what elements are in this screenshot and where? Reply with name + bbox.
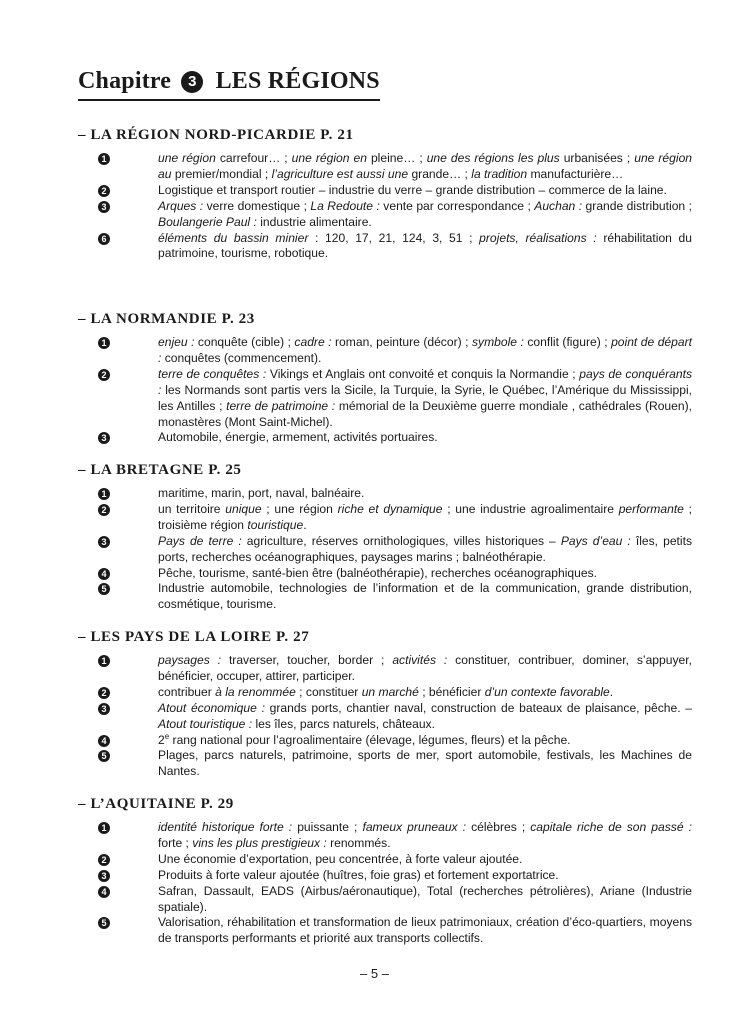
answer-text: Produits à forte valeur ajoutée (huîtres, foie gras) et fortement exportatrice. <box>158 867 559 882</box>
answer-text: Logistique et transport routier – industrie du verre – grande distribution – commerce de la laine. <box>158 182 667 197</box>
section-heading: – LA RÉGION NORD-PICARDIE P. 21 <box>78 127 354 143</box>
number-bullet-icon: 4 <box>98 886 110 898</box>
section-normandie <box>78 310 698 446</box>
answer-text: 2e rang national pour l’agroalimentaire (élevage, légumes, fleurs) et la pêche. <box>158 731 571 747</box>
chapter-word: Chapitre <box>78 68 172 94</box>
answer-text: éléments du bassin minier : 120, 17, 21, 124, 3, 51 ; projets, réalisations : réhabilitation du patrimoine, tourisme, robotique. <box>158 230 692 261</box>
number-bullet-icon: 1 <box>98 337 110 349</box>
number-bullet-icon: 3 <box>98 703 110 715</box>
chapter-name: LES RÉGIONS <box>215 68 380 94</box>
number-bullet-icon: 2 <box>98 185 110 197</box>
answer-item <box>78 852 692 868</box>
answer-item <box>78 820 692 852</box>
answer-text: Industrie automobile, technologies de l’information et de la communication, grande distribution, cosmétique, tourisme. <box>158 581 692 612</box>
section-nord-picardie <box>78 126 698 262</box>
chapter-title <box>78 66 380 101</box>
answer-item <box>78 430 692 446</box>
answer-item <box>78 486 692 502</box>
answer-text: Pays de terre : agriculture, réserves ornithologiques, villes historiques – Pays d’eau : îles, petits ports, recherches océanographiques, paysages marins ; balnéothérapie. <box>158 533 692 564</box>
answer-item <box>78 733 692 749</box>
page-number: – 5 – <box>360 966 389 981</box>
answer-item <box>78 653 692 685</box>
section-heading: – LES PAYS DE LA LOIRE P. 27 <box>78 629 310 645</box>
number-bullet-icon: 2 <box>98 854 110 866</box>
answer-text: maritime, marin, port, naval, balnéaire. <box>158 486 365 500</box>
answer-text: Atout économique : grands ports, chantier naval, construction de bateaux de plaisance, pêche. – Atout touristique : les îles, parcs naturels, châteaux. <box>158 700 692 731</box>
number-bullet-icon: 5 <box>98 750 110 762</box>
answer-item <box>78 534 692 566</box>
number-bullet-icon: 4 <box>98 568 110 580</box>
answer-text: un territoire unique ; une région riche et dynamique ; une industrie agroalimentaire performante ; troisième région touristique. <box>158 501 692 532</box>
number-bullet-icon: 3 <box>98 870 110 882</box>
answer-list <box>78 151 698 262</box>
number-bullet-icon: 1 <box>98 488 110 500</box>
answer-text: Plages, parcs naturels, patrimoine, sports de mer, sport automobile, festivals, les Machines de Nantes. <box>158 748 692 779</box>
number-bullet-icon: 2 <box>98 687 110 699</box>
answer-item <box>78 748 692 780</box>
answer-item <box>78 335 692 367</box>
answer-text: paysages : traverser, toucher, border ; activités : constituer, contribuer, dominer, s’appuyer, bénéficier, occuper, attirer, participer. <box>158 653 692 683</box>
answer-item <box>78 367 692 431</box>
answer-text: Valorisation, réhabilitation et transformation de lieux patrimoniaux, création d’éco-quartiers, moyens de transports performants et priorité aux transports collectifs. <box>158 915 692 946</box>
section-aquitaine <box>78 795 698 947</box>
answer-text: contribuer à la renommée ; constituer un marché ; bénéficier d’un contexte favorable. <box>158 684 614 699</box>
answer-list <box>78 335 698 446</box>
answer-list <box>78 820 698 947</box>
answer-text: Arques : verre domestique ; La Redoute : vente par correspondance ; Auchan : grande distribution ; Boulangerie Paul : industrie alimentaire. <box>158 198 692 229</box>
answer-item <box>78 701 692 733</box>
number-bullet-icon: 3 <box>98 536 110 548</box>
answer-text: terre de conquêtes : Vikings et Anglais ont convoité et conquis la Normandie ; pays de conquérants : les Normands sont partis vers la Sicile, la Turquie, la Syrie, le Québec, l’Amérique du Mississippi, les Antilles ; terre de patrimoine : mémorial de la Deuxième guerre mondiale , cathédrales (Rouen), monastères (Mont Saint-Michel). <box>158 366 692 429</box>
number-bullet-icon: 3 <box>98 201 110 213</box>
number-bullet-icon: 5 <box>98 917 110 929</box>
answer-text: Une économie d’exportation, peu concentrée, à forte valeur ajoutée. <box>158 851 523 866</box>
answer-text: une région carrefour… ; une région en pleine… ; une des régions les plus urbanisées ; une région au premier/mondial ; l’agriculture est aussi une grande… ; la tradition manufacturière… <box>158 151 693 181</box>
answer-item <box>78 868 692 884</box>
answer-item <box>78 199 692 231</box>
answer-list <box>78 486 698 613</box>
answer-item <box>78 581 692 613</box>
answer-item <box>78 502 692 534</box>
answer-text: Safran, Dassault, EADS (Airbus/aéronautique), Total (recherches pétrolières), Ariane (Industrie spatiale). <box>158 883 692 914</box>
number-bullet-icon: 1 <box>98 153 110 165</box>
section-heading: – L’AQUITAINE P. 29 <box>78 796 234 812</box>
number-bullet-icon: 5 <box>98 583 110 595</box>
section-heading: – LA BRETAGNE P. 25 <box>78 462 242 478</box>
answer-text: identité historique forte : puissante ; fameux pruneaux : célèbres ; capitale riche de son passé : forte ; vins les plus prestigieux : renommés. <box>158 820 692 850</box>
answer-item <box>78 231 692 263</box>
answer-list <box>78 653 698 780</box>
answer-text: enjeu : conquête (cible) ; cadre : roman, peinture (décor) ; symbole : conflit (figure) ; point de départ : conquêtes (commencement). <box>158 335 692 365</box>
number-bullet-icon: 1 <box>98 822 110 834</box>
number-bullet-icon: 4 <box>98 735 110 747</box>
answer-item <box>78 685 692 701</box>
answer-item <box>78 884 692 916</box>
answer-item <box>78 183 692 199</box>
answer-text: Automobile, énergie, armement, activités portuaires. <box>158 430 438 445</box>
number-bullet-icon: 2 <box>98 504 110 516</box>
chapter-number-badge: 3 <box>181 71 203 93</box>
section-heading: – LA NORMANDIE P. 23 <box>78 311 255 327</box>
answer-item <box>78 915 692 947</box>
answer-text: Pêche, tourisme, santé-bien être (balnéothérapie), recherches océanographiques. <box>158 565 598 580</box>
section-pays-de-la-loire <box>78 628 698 780</box>
answer-item <box>78 151 692 183</box>
number-bullet-icon: 1 <box>98 655 110 667</box>
number-bullet-icon: 3 <box>98 432 110 444</box>
number-bullet-icon: 2 <box>98 369 110 381</box>
answer-item <box>78 566 692 582</box>
section-bretagne <box>78 461 698 613</box>
number-bullet-icon: 6 <box>98 233 110 245</box>
